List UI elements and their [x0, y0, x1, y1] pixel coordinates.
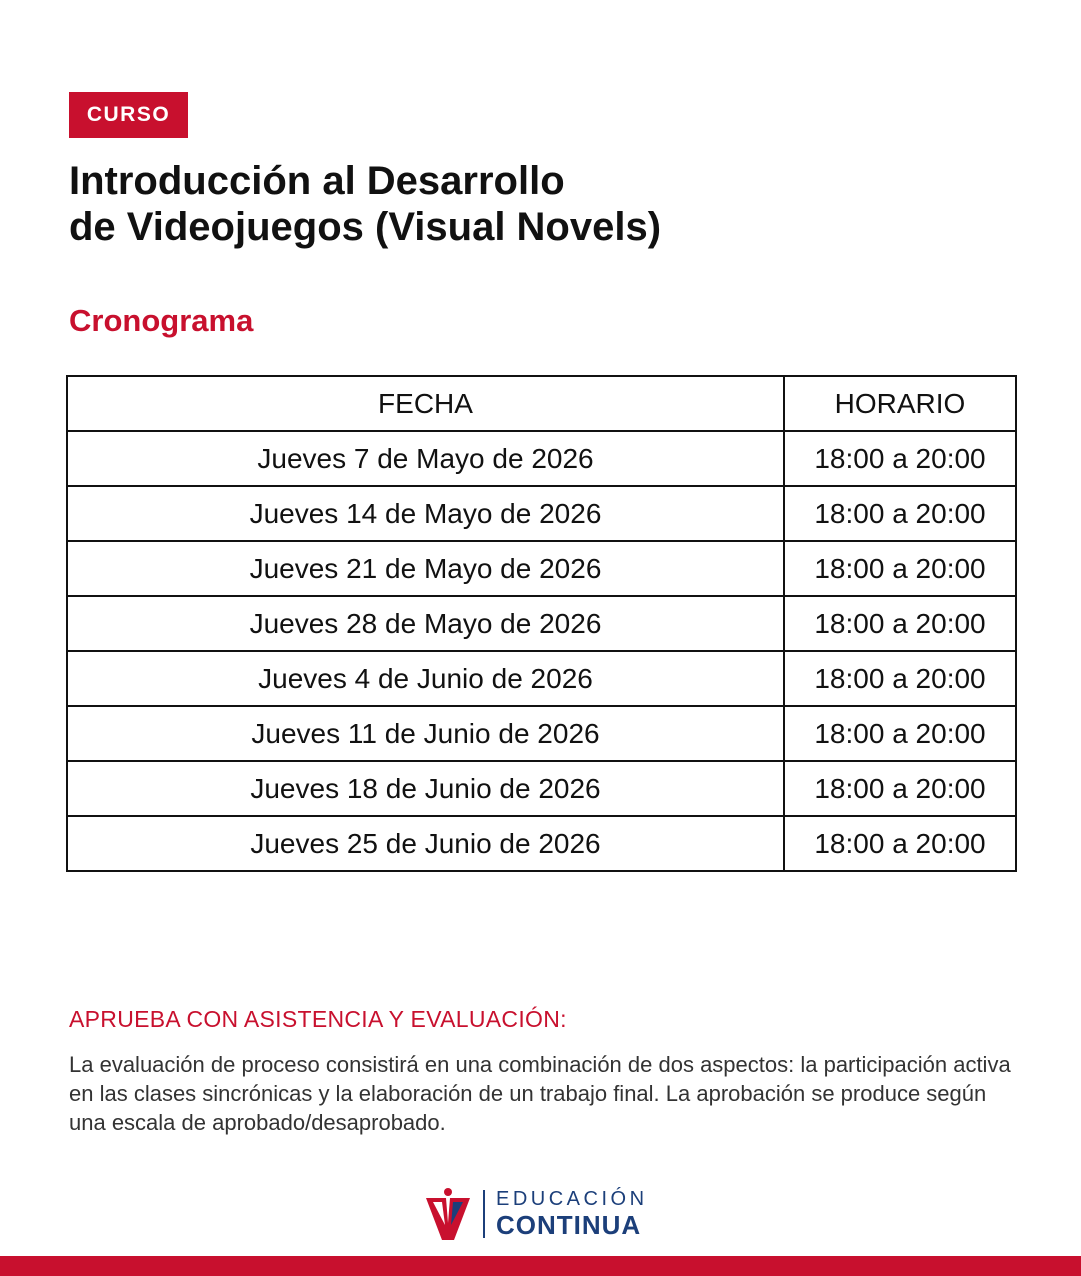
- date-cell: Jueves 11 de Junio de 2026: [67, 706, 784, 761]
- time-cell: 18:00 a 20:00: [784, 431, 1016, 486]
- time-cell: 18:00 a 20:00: [784, 486, 1016, 541]
- time-cell: 18:00 a 20:00: [784, 761, 1016, 816]
- schedule-table: [66, 375, 1017, 872]
- course-title-line1: Introducción al Desarrollo: [69, 159, 565, 203]
- schedule-heading: Cronograma: [69, 303, 254, 338]
- header-time: HORARIO: [784, 376, 1016, 431]
- education-logo: [425, 1186, 648, 1242]
- table-row: [67, 816, 1016, 871]
- time-cell: 18:00 a 20:00: [784, 596, 1016, 651]
- logo-line2: CONTINUA: [496, 1210, 642, 1240]
- time-cell: 18:00 a 20:00: [784, 706, 1016, 761]
- logo-line1: EDUCACIÓN: [496, 1188, 648, 1210]
- time-cell: 18:00 a 20:00: [784, 541, 1016, 596]
- footer-bar: [0, 1256, 1081, 1276]
- university-shield-icon: [425, 1187, 471, 1241]
- time-cell: 18:00 a 20:00: [784, 651, 1016, 706]
- date-cell: Jueves 4 de Junio de 2026: [67, 651, 784, 706]
- date-cell: Jueves 28 de Mayo de 2026: [67, 596, 784, 651]
- table-row: [67, 486, 1016, 541]
- date-cell: Jueves 25 de Junio de 2026: [67, 816, 784, 871]
- table-header-row: [67, 376, 1016, 431]
- table-row: [67, 761, 1016, 816]
- table-row: [67, 431, 1016, 486]
- logo-wordmark: [496, 1188, 648, 1240]
- date-cell: Jueves 18 de Junio de 2026: [67, 761, 784, 816]
- evaluation-text: La evaluación de proceso consistirá en una combinación de dos aspectos: la participación activa en las clases sincrónicas y la elaboración de un trabajo final. La aprobación se produce según una escala de aprobado/desaprobado.: [69, 1052, 1011, 1135]
- table-row: [67, 651, 1016, 706]
- date-cell: Jueves 21 de Mayo de 2026: [67, 541, 784, 596]
- evaluation-heading: APRUEBA CON ASISTENCIA Y EVALUACIÓN:: [69, 1006, 567, 1032]
- header-date: FECHA: [67, 376, 784, 431]
- date-cell: Jueves 7 de Mayo de 2026: [67, 431, 784, 486]
- table-row: [67, 706, 1016, 761]
- course-badge: CURSO: [69, 92, 188, 138]
- table-row: [67, 541, 1016, 596]
- course-title: [69, 158, 661, 250]
- table-row: [67, 596, 1016, 651]
- date-cell: Jueves 14 de Mayo de 2026: [67, 486, 784, 541]
- course-title-line2: de Videojuegos (Visual Novels): [69, 205, 662, 249]
- logo-divider: [483, 1190, 485, 1238]
- time-cell: 18:00 a 20:00: [784, 816, 1016, 871]
